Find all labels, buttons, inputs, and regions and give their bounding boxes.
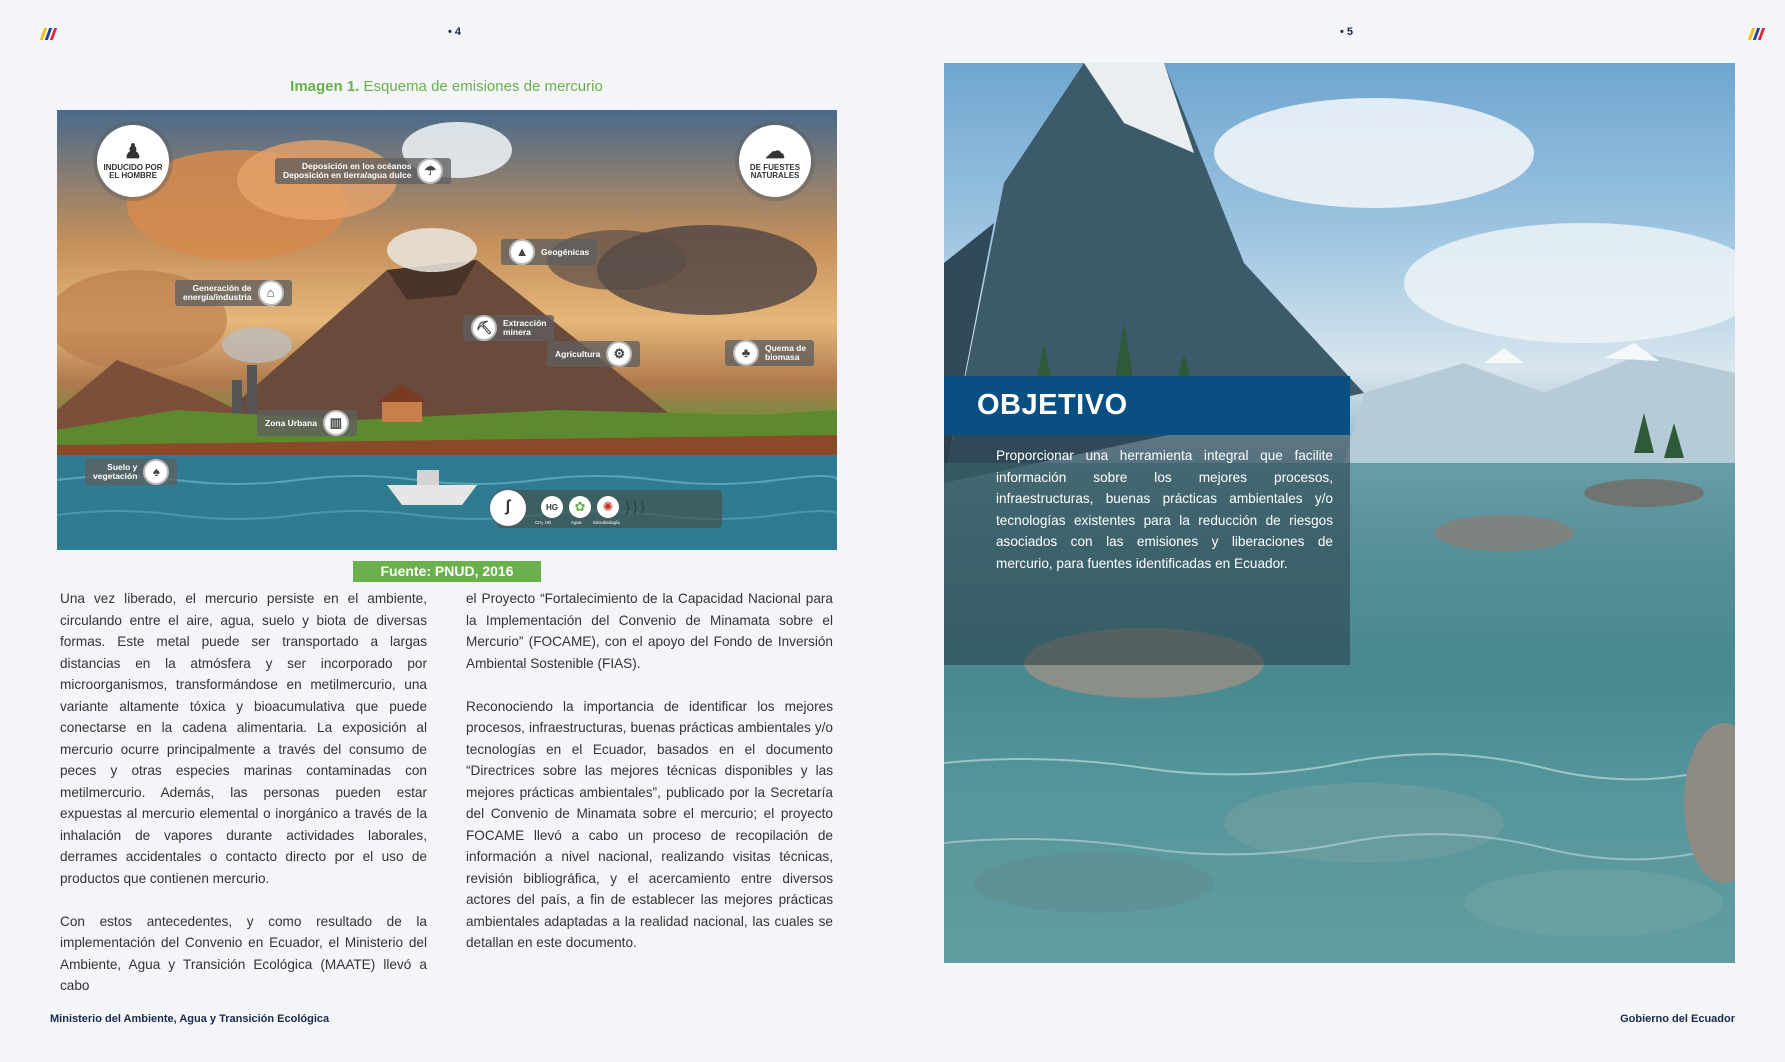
factory-icon: ⌂	[258, 280, 284, 306]
agriculture-text: Agricultura	[555, 348, 601, 359]
geogenic-text: Geogénicas	[541, 246, 590, 257]
middle-text-column	[466, 588, 833, 954]
hg-icon: HG	[541, 496, 563, 518]
footer-ministry: Ministerio del Ambiente, Agua y Transición Ecológica	[50, 1013, 330, 1025]
soil-vegetation-label	[85, 459, 177, 485]
objective-box	[944, 376, 1350, 665]
induced-by-man-badge	[97, 125, 169, 197]
buildings-icon: ▥	[323, 410, 349, 436]
deposition-text: Deposición en los océanos Deposición en tierra/agua dulce	[283, 161, 412, 180]
left-text-column	[60, 588, 427, 997]
soil-vegetation-text: Suelo y vegetación	[93, 462, 138, 481]
hook-icon: ∫	[490, 490, 526, 526]
mining-cart-icon: ⛏	[471, 315, 497, 341]
objective-body: Proporcionar una herramienta integral que facilite información sobre los mejores procesos, infraestructuras, buenas prácticas ambientales y/o tecnologías existentes para la reducción de riesgos asociados con las emisiones y liberaciones de mercurio, para fuentes identificadas en Ecuador.	[944, 435, 1350, 665]
water-plant-icon: ✿	[569, 496, 591, 518]
microbiology-caption: Microbiología	[593, 520, 620, 525]
figure-source: Fuente: PNUD, 2016	[353, 561, 541, 582]
figure-caption	[56, 78, 837, 95]
cloud-icon: ☁	[765, 140, 785, 163]
induced-by-man-label: INDUCIDO POR EL HOMBRE	[103, 162, 163, 180]
footer-government: Gobierno del Ecuador	[1620, 1013, 1735, 1025]
paragraph: Una vez liberado, el mercurio persiste en el ambiente, circulando entre el aire, agua, suelo y biota de diversas formas. Este metal puede ser transportado a largas distancias en la atmósfera y ser incorporado por microorganismos, transformándose en metilmercurio, una variante altamente tóxica y bioacumulativa que puede conectarse en la cadena alimentaria. La exposición al mercurio ocurre principalmente a través del consumo de peces y otras especies marinas contaminadas con metilmercurio. Además, las personas pueden estar expuestas al mercurio elemental o inorgánico a través de la inhalación de vapores durante actividades laborales, derrames accidentales o contacto directo por el uso de productos que contienen mercurio.	[60, 591, 427, 886]
paragraph: Con estos antecedentes, y como resultado de la implementación del Convenio en Ecuador, el Ministerio del Ambiente, Agua y Transición Ecológica (MAATE) llevó a cabo	[60, 913, 427, 993]
mercury-emissions-diagram	[57, 110, 837, 550]
urban-zone-label	[257, 410, 357, 436]
tree-icon: ♣	[733, 340, 759, 366]
biomass-burning-label	[725, 340, 814, 366]
plants-icon: ♠	[143, 459, 169, 485]
urban-zone-text: Zona Urbana	[265, 417, 317, 428]
biomass-burning-text: Quema de biomasa	[765, 343, 807, 362]
energy-industry-label	[175, 280, 292, 306]
water-caption: Agua	[571, 520, 582, 525]
natural-sources-badge	[739, 125, 811, 197]
fish-icon: ⟩⟩⟩	[625, 499, 648, 515]
tractor-icon: ⚙	[606, 341, 632, 367]
geogenic-label	[501, 239, 597, 265]
volcano-icon: ▲	[509, 239, 535, 265]
figure-caption-prefix: Imagen 1.	[290, 78, 360, 95]
person-icon: ♟	[124, 140, 142, 163]
page-number-left: • 4	[448, 26, 462, 38]
agriculture-label	[547, 341, 640, 367]
natural-sources-label: DE FUESTES NATURALES	[749, 162, 801, 180]
brand-stripes-left-icon	[40, 28, 56, 40]
hg-caption: CH₃ HG	[535, 520, 552, 525]
paragraph: el Proyecto “Fortalecimiento de la Capacidad Nacional para la Implementación del Convenio de Minamata sobre el Mercurio” (FOCAME), con el apoyo del Fondo de Inversión Ambiental Sostenible (FIAS).	[466, 591, 833, 671]
page-number-right: • 5	[1340, 26, 1354, 38]
figure-caption-text: Esquema de emisiones de mercurio	[363, 78, 603, 95]
microbiology-icon: ✺	[597, 496, 619, 518]
deposition-label	[275, 158, 451, 184]
rain-cloud-icon: ☂	[417, 158, 443, 184]
energy-industry-text: Generación de energía/industria	[183, 283, 252, 302]
mining-label	[463, 315, 554, 341]
brand-stripes-right-icon	[1748, 28, 1764, 40]
objective-title: OBJETIVO	[944, 376, 1350, 435]
mining-text: Extracción minera	[503, 318, 547, 337]
paragraph: Reconociendo la importancia de identificar los mejores procesos, infraestructuras, buenas prácticas ambientales y/o tecnologías en el Ecuador, basados en el documento “Directrices sobre las mejores técnicas disponibles y las mejores prácticas ambientales”, publicado por la Secretaría del Convenio de Minamata sobre el mercurio; el proyecto FOCAME llevó a cabo un proceso de recopilación de información a nivel nacional, realizando visitas técnicas, revisión bibliográfica, y el acercamiento entre diversos actores del país, a fin de establecer las mejores prácticas ambientales adaptadas a la realidad nacional, las cuales se detallan en este documento.	[466, 698, 833, 950]
